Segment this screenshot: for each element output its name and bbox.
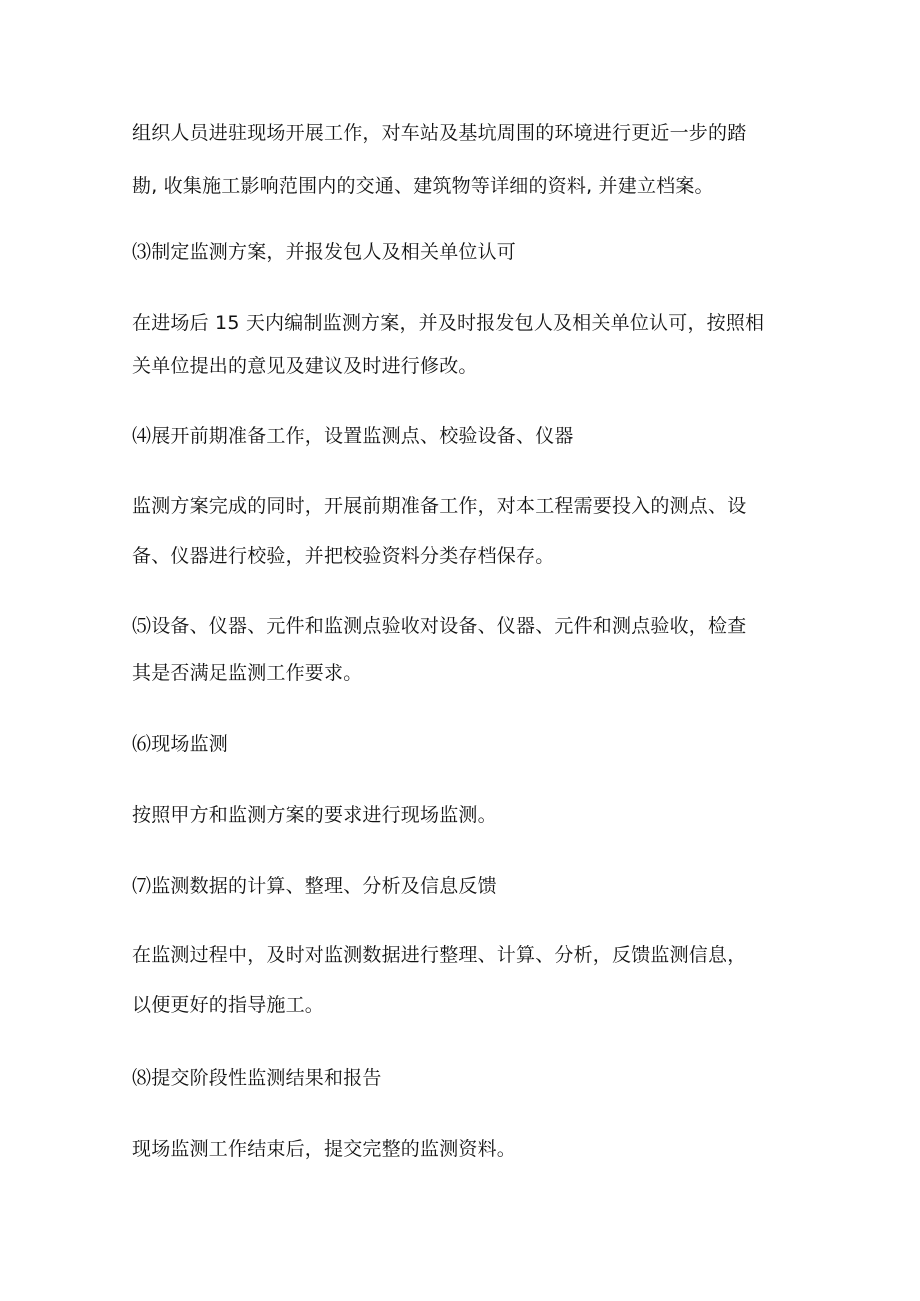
heading-step-8: ⑻提交阶段性监测结果和报告 — [132, 1067, 382, 1089]
paragraph-prep-line-2: 备、仪器进行校验，并把校验资料分类存档保存。 — [132, 545, 555, 567]
heading-step-3: ⑶制定监测方案，并报发包人及相关单位认可 — [132, 241, 517, 263]
paragraph-step-5-line-2: 其是否满足监测工作要求。 — [132, 662, 363, 684]
heading-step-7: ⑺监测数据的计算、整理、分析及信息反馈 — [132, 875, 497, 897]
paragraph-survey-line-2: 勘, 收集施工影响范围内的交通、建筑物等详细的资料, 并建立档案。 — [132, 175, 714, 197]
paragraph-field-monitoring: 按照甲方和监测方案的要求进行现场监测。 — [132, 804, 497, 826]
paragraph-step-5-line-1: ⑸设备、仪器、元件和监测点验收对设备、仪器、元件和测点验收，检查 — [132, 615, 747, 637]
paragraph-final-report: 现场监测工作结束后，提交完整的监测资料。 — [132, 1138, 517, 1160]
paragraph-data-line-1: 在监测过程中，及时对监测数据进行整理、计算、分析，反馈监测信息， — [132, 944, 747, 966]
paragraph-prep-line-1: 监测方案完成的同时，开展前期准备工作，对本工程需要投入的测点、设 — [132, 495, 747, 517]
paragraph-plan-line-2: 关单位提出的意见及建议及时进行修改。 — [132, 355, 478, 377]
paragraph-data-line-2: 以便更好的指导施工。 — [132, 994, 325, 1016]
heading-step-6: ⑹现场监测 — [132, 733, 229, 755]
paragraph-survey-line-1: 组织人员进驻现场开展工作，对车站及基坑周围的环境进行更近一步的踏 — [132, 122, 747, 144]
paragraph-plan-line-1: 在进场后 15 天内编制监测方案，并及时报发包人及相关单位认可，按照相 — [132, 312, 765, 334]
heading-step-4: ⑷展开前期准备工作，设置监测点、校验设备、仪器 — [132, 425, 574, 447]
